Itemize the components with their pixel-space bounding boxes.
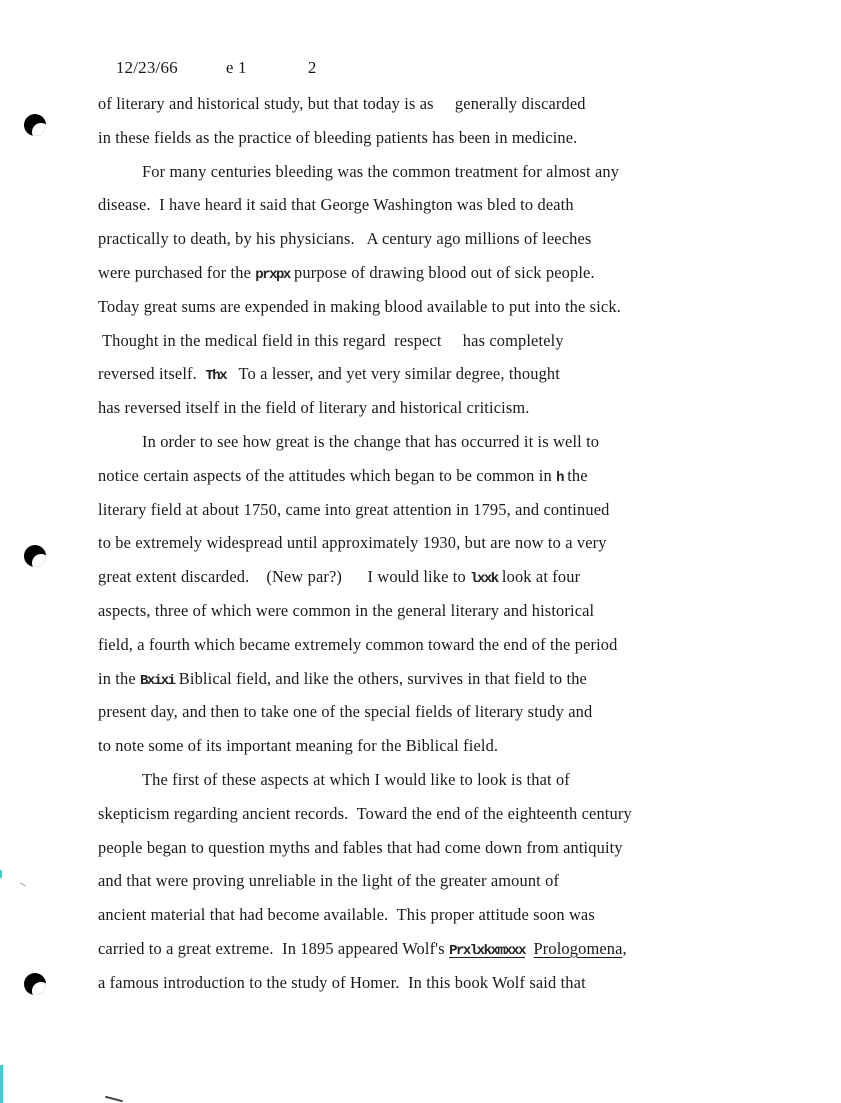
- header-section: e 1: [225, 58, 247, 77]
- text-line: skepticism regarding ancient records. Toward the end of the eighteenth century: [98, 803, 632, 823]
- text-line: field, a fourth which became extremely common toward the end of the period: [98, 634, 618, 654]
- scan-edge-artifact: [0, 1065, 3, 1103]
- text-line: to note some of its important meaning for the Biblical field.: [98, 736, 499, 756]
- text-line: and that were proving unreliable in the light of the greater amount of: [98, 871, 560, 891]
- text-line: literary field at about 1750, came into great attention in 1795, and continued: [98, 499, 610, 519]
- text-line: aspects, three of which were common in the general literary and historical: [98, 600, 595, 620]
- text-line: notice certain aspects of the attitudes which began to be common in h the: [98, 465, 588, 486]
- struck-out-text: Bxixi: [140, 672, 175, 689]
- struck-out-text: Prxlxkxmxxx: [449, 942, 525, 959]
- text-line: present day, and then to take one of the special fields of literary study and: [98, 702, 593, 722]
- binder-hole-mark: [24, 114, 46, 136]
- paragraph-start-line: The first of these aspects at which I would like to look is that of: [142, 769, 570, 789]
- text-line: to be extremely widespread until approximately 1930, but are now to a very: [98, 533, 607, 553]
- document-body: [98, 91, 798, 1004]
- struck-out-text: prxpx: [255, 266, 290, 283]
- text-line: practically to death, by his physicians. A century ago millions of leeches: [98, 229, 592, 249]
- struck-out-text: lxxk: [470, 571, 498, 588]
- underlined-title: Prologomena: [533, 938, 623, 958]
- text-line: Thought in the medical field in this regard respect has completely: [98, 330, 564, 350]
- struck-out-text: h: [556, 469, 563, 486]
- text-line: great extent discarded. (New par?) I would like to lxxk look at four: [98, 567, 581, 588]
- text-line: a famous introduction to the study of Homer. In this book Wolf said that: [98, 972, 586, 992]
- scan-speck: [105, 1096, 123, 1103]
- paragraph-start-line: For many centuries bleeding was the common treatment for almost any: [142, 161, 620, 181]
- text-line: in these fields as the practice of bleeding patients has been in medicine.: [98, 127, 578, 147]
- scan-speck: [20, 883, 26, 887]
- text-line: disease. I have heard it said that George Washington was bled to death: [98, 195, 574, 215]
- scan-edge-artifact: [0, 870, 2, 878]
- binder-hole-mark: [24, 545, 46, 567]
- text-line: reversed itself. Thx To a lesser, and yet very similar degree, thought: [98, 364, 560, 385]
- page-number: 2: [307, 58, 317, 77]
- text-line: ancient material that had become available. This proper attitude soon was: [98, 905, 595, 925]
- text-line: of literary and historical study, but that today is as generally discarded: [98, 94, 586, 113]
- binder-hole-mark: [24, 973, 46, 995]
- text-line: has reversed itself in the field of literary and historical criticism.: [98, 398, 530, 418]
- struck-out-text: Thx: [205, 368, 227, 385]
- text-line: people began to question myths and fables that had come down from antiquity: [98, 837, 623, 857]
- text-line: carried to a great extreme. In 1895 appeared Wolf's Prxlxkxmxxx Prologomena,: [98, 938, 627, 959]
- header-date: 12/23/66: [115, 58, 178, 77]
- page-header: [98, 38, 317, 98]
- paragraph-start-line: In order to see how great is the change that has occurred it is well to: [142, 431, 600, 451]
- text-line: in the Bxixi Biblical field, and like the others, survives in that field to the: [98, 668, 587, 689]
- text-line: Today great sums are expended in making blood available to put into the sick.: [98, 296, 621, 316]
- text-line: were purchased for the prxpx purpose of drawing blood out of sick people.: [98, 262, 595, 283]
